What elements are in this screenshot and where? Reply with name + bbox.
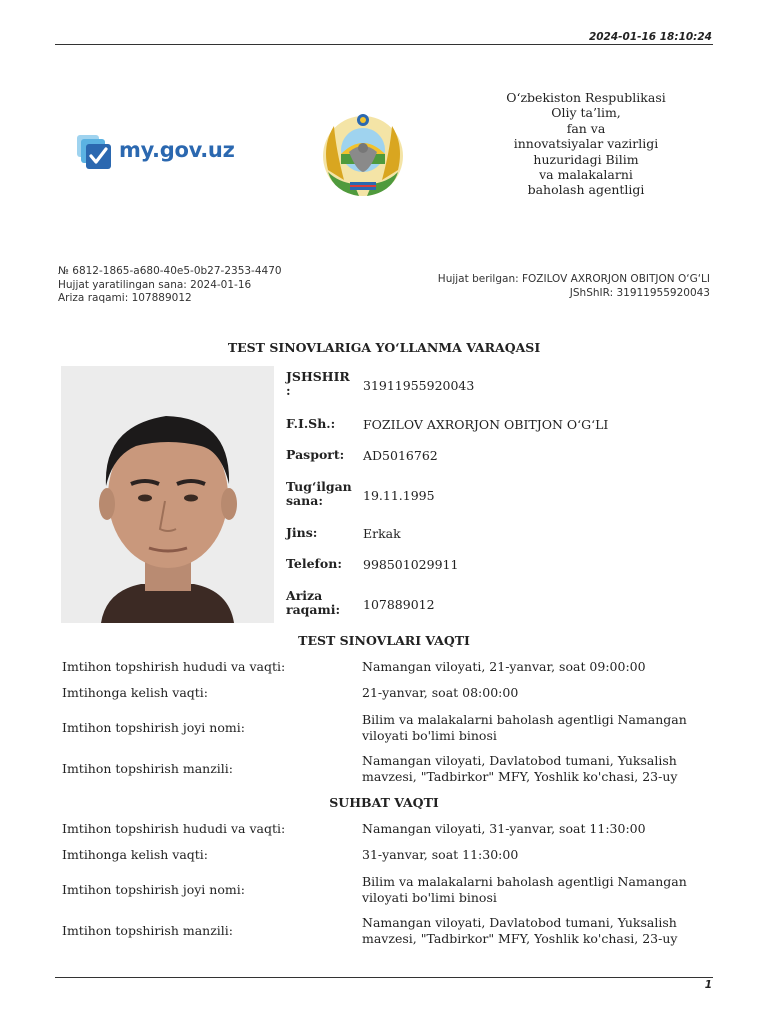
- document-created-date: Hujjat yaratilingan sana: 2024-01-16: [58, 278, 252, 291]
- issued-to: Hujjat berilgan: FOZILOV AXRORJON OBITJON O‘G‘LI: [437, 273, 710, 285]
- row-label: Imtihon topshirish joyi nomi:: [62, 882, 245, 897]
- mygov-logo-text: my.gov.uz: [119, 138, 235, 162]
- row-value: Bilim va malakalarni baholash agentligi Namangan viloyati bo'limi binosi: [362, 712, 687, 743]
- row-value: Namangan viloyati, 31-yanvar, soat 11:30:00: [362, 821, 646, 836]
- row-label: Imtihon topshirish manzili:: [62, 923, 233, 938]
- row-label: Imtihon topshirish joyi nomi:: [62, 720, 245, 735]
- info-value: FOZILOV AXRORJON OBITJON O‘G‘LI: [363, 417, 609, 432]
- org-line: va malakalarni: [539, 167, 633, 183]
- info-value: Erkak: [363, 526, 401, 541]
- info-label: Telefon:: [286, 556, 342, 571]
- row-label: Imtihon topshirish hududi va vaqti:: [62, 821, 286, 836]
- state-emblem-icon: [314, 110, 412, 200]
- org-line: huzuridagi Bilim: [533, 151, 639, 167]
- applicant-photo: [61, 366, 274, 623]
- info-label: JSHSHIR :: [286, 369, 350, 398]
- document-title: TEST SINOVLARIGA YO‘LLANMA VARAQASI: [227, 340, 541, 355]
- document-meta-right: [438, 272, 710, 300]
- row-value: 21-yanvar, soat 08:00:00: [362, 685, 519, 700]
- org-line: fan va: [566, 120, 606, 136]
- footer-divider: [55, 977, 713, 978]
- org-line: baholash agentligi: [527, 182, 645, 198]
- row-value: Namangan viloyati, 21-yanvar, soat 09:00:00: [362, 659, 646, 674]
- info-label: Ariza raqami:: [286, 588, 341, 617]
- row-value: Namangan viloyati, Davlatobod tumani, Yuksalish mavzesi, "Tadbirkor" MFY, Yoshlik ko'chasi, 23-uy: [362, 753, 678, 784]
- test-section-title: TEST SINOVLARI VAQTI: [298, 633, 470, 648]
- info-label: F.I.Sh.:: [286, 416, 336, 431]
- info-value: AD5016762: [363, 448, 438, 463]
- row-label: Imtihonga kelish vaqti:: [62, 685, 209, 700]
- document-number: № 6812-1865-a680-40e5-0b27-2353-4470: [58, 265, 282, 277]
- interview-section-title: SUHBAT VAQTI: [329, 795, 439, 810]
- row-value: Bilim va malakalarni baholash agentligi Namangan viloyati bo'limi binosi: [362, 874, 687, 905]
- application-number: Ariza raqami: 107889012: [58, 292, 192, 305]
- row-value: 31-yanvar, soat 11:30:00: [362, 847, 519, 862]
- org-line: innovatsiyalar vazirligi: [513, 136, 659, 152]
- info-label: Tug‘ilgan sana:: [286, 479, 352, 508]
- info-value: 31911955920043: [363, 378, 475, 393]
- applicant-portrait-icon: [61, 366, 274, 623]
- info-value: 998501029911: [363, 557, 459, 572]
- info-label: Pasport:: [286, 447, 345, 462]
- page-number: 1: [704, 979, 712, 991]
- info-value: 19.11.1995: [363, 488, 435, 503]
- organization-name: [486, 90, 686, 198]
- info-value: 107889012: [363, 597, 435, 612]
- header-divider: [55, 44, 713, 45]
- jshshir-meta: JShShIR: 31911955920043: [569, 287, 710, 299]
- mygov-logo[interactable]: [77, 135, 237, 171]
- header-timestamp: 2024-01-16 18:10:24: [588, 31, 712, 43]
- mygov-logo-icon: [77, 135, 111, 169]
- org-line: O‘zbekiston Respublikasi: [506, 90, 666, 105]
- row-label: Imtihonga kelish vaqti:: [62, 847, 209, 862]
- document-meta-left: [58, 265, 282, 306]
- row-label: Imtihon topshirish hududi va vaqti:: [62, 659, 286, 674]
- info-label: Jins:: [286, 525, 318, 540]
- row-label: Imtihon topshirish manzili:: [62, 761, 233, 776]
- org-line: Oliy ta’lim,: [551, 105, 621, 121]
- row-value: Namangan viloyati, Davlatobod tumani, Yuksalish mavzesi, "Tadbirkor" MFY, Yoshlik ko'chasi, 23-uy: [362, 915, 678, 946]
